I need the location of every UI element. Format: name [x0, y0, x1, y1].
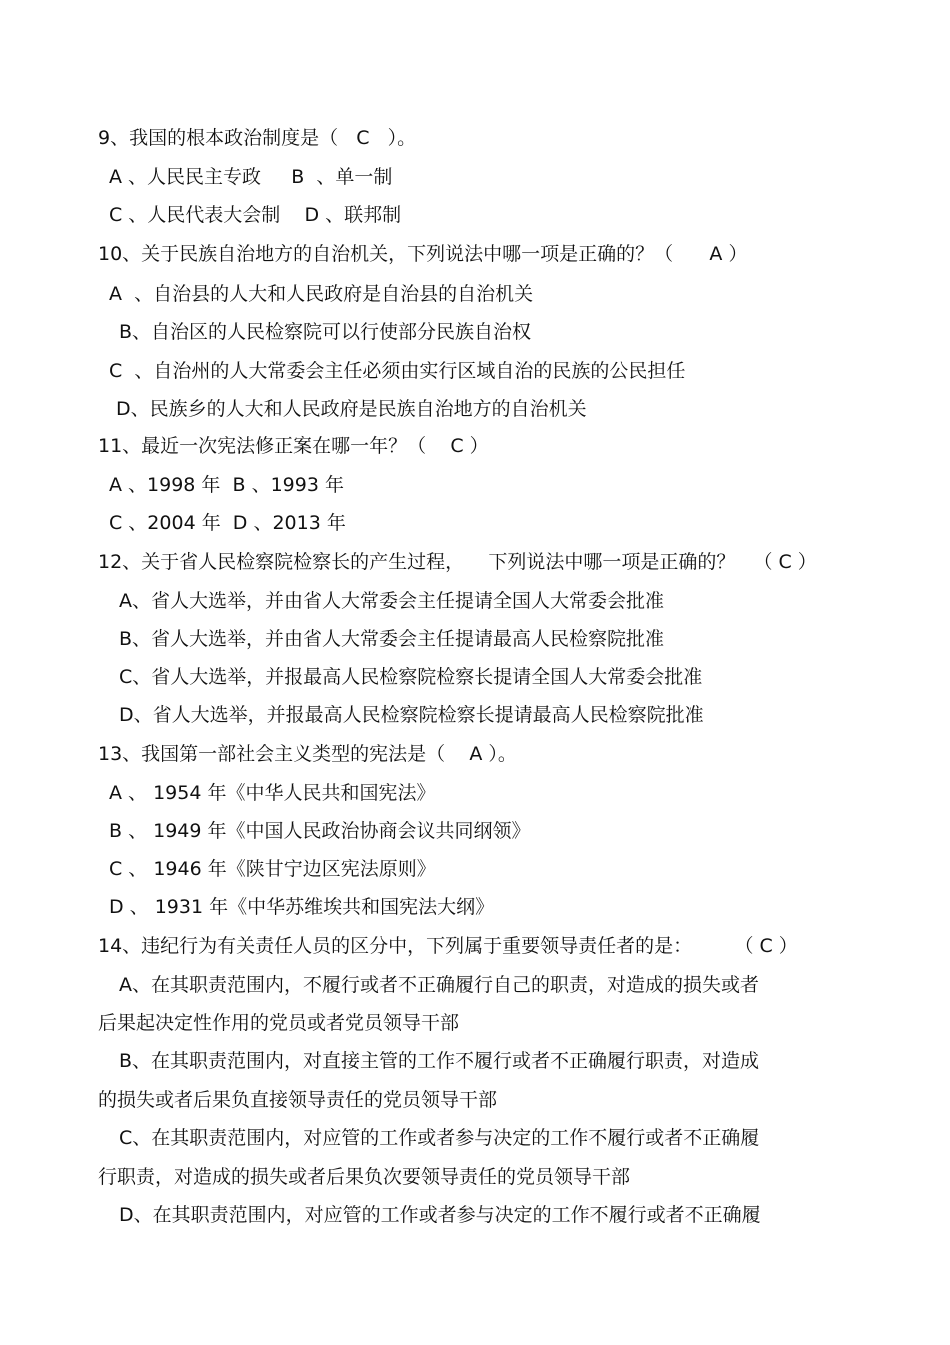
question-13-option-c: C 、 1946 年《陕甘宁边区宪法原则》: [109, 858, 436, 880]
question-13-option-d: D 、 1931 年《中华苏维埃共和国宪法大纲》: [109, 896, 495, 918]
question-14-option-d-line1: D、在其职责范围内，对应管的工作或者参与决定的工作不履行或者不正确履: [119, 1204, 761, 1226]
question-11-options-c-d: C 、2004 年 D 、2013 年: [109, 512, 346, 534]
question-10-option-b: B、自治区的人民检察院可以行使部分民族自治权: [119, 321, 532, 343]
question-14-option-a-line2: 后果起决定性作用的党员或者党员领导干部: [98, 1012, 460, 1034]
question-12-option-b: B、省人大选举，并由省人大常委会主任提请最高人民检察院批准: [119, 628, 665, 650]
question-11: 11、最近一次宪法修正案在哪一年？（ C ）: [98, 435, 489, 457]
question-13: 13、我国第一部社会主义类型的宪法是（ A ）。: [98, 743, 517, 765]
question-12-option-d: D、省人大选举，并报最高人民检察院检察长提请最高人民检察院批准: [119, 704, 704, 726]
question-13-option-a: A 、 1954 年《中华人民共和国宪法》: [109, 782, 436, 804]
question-10-option-d: D、民族乡的人大和人民政府是民族自治地方的自治机关: [116, 398, 587, 420]
question-14: 14、违纪行为有关责任人员的区分中，下列属于重要领导责任者的是： （ C ）: [98, 935, 798, 957]
question-14-option-b-line1: B、在其职责范围内，对直接主管的工作不履行或者不正确履行职责，对造成: [119, 1050, 760, 1072]
question-12-option-a: A、省人大选举，并由省人大常委会主任提请全国人大常委会批准: [119, 590, 664, 612]
question-9-options-c-d: C 、人民代表大会制 D 、联邦制: [109, 204, 402, 226]
question-10: 10、关于民族自治地方的自治机关，下列说法中哪一项是正确的？（ A ）: [98, 243, 748, 265]
question-12: 12、关于省人民检察院检察长的产生过程， 下列说法中哪一项是正确的？ （ C ）: [98, 551, 817, 573]
question-14-option-b-line2: 的损失或者后果负直接领导责任的党员领导干部: [98, 1089, 498, 1111]
question-9: 9、我国的根本政治制度是（ C ）。: [98, 127, 417, 149]
question-14-option-c-line2: 行职责，对造成的损失或者后果负次要领导责任的党员领导干部: [98, 1166, 631, 1188]
question-12-option-c: C、省人大选举，并报最高人民检察院检察长提请全国人大常委会批准: [119, 666, 703, 688]
question-9-options-a-b: A 、人民民主专政 B 、单一制: [109, 166, 393, 188]
question-13-option-b: B 、 1949 年《中国人民政治协商会议共同纲领》: [109, 820, 531, 842]
question-10-option-a: A 、自治县的人大和人民政府是自治县的自治机关: [109, 283, 534, 305]
question-10-option-c: C 、自治州的人大常委会主任必须由实行区域自治的民族的公民担任: [109, 360, 686, 382]
question-14-option-c-line1: C、在其职责范围内，对应管的工作或者参与决定的工作不履行或者不正确履: [119, 1127, 760, 1149]
question-11-options-a-b: A 、1998 年 B 、1993 年: [109, 474, 344, 496]
question-14-option-a-line1: A、在其职责范围内，不履行或者不正确履行自己的职责，对造成的损失或者: [119, 974, 759, 996]
